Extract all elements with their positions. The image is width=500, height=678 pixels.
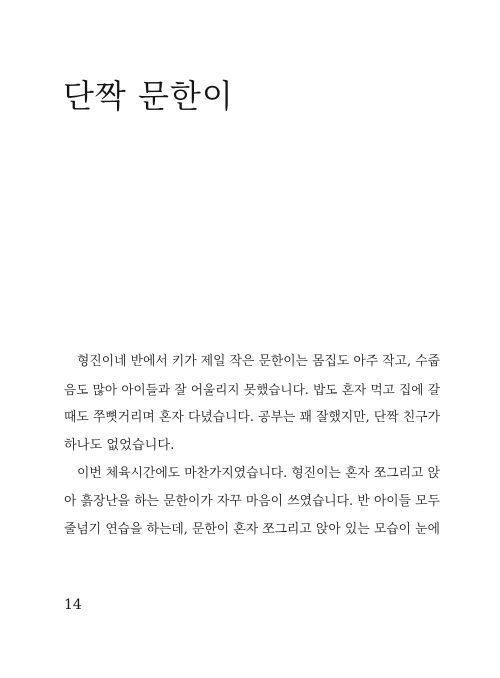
paragraph-1-line-1: 형진이네 반에서 키가 제일 작은 문한이는 몸집도 아주 작고, 수줍 <box>77 354 440 369</box>
page-number: 14 <box>64 597 82 613</box>
paragraph-1-line-4: 하나도 없었습니다. <box>64 438 175 453</box>
paragraph-2-line-2: 아 흙장난을 하는 문한이가 자꾸 마음이 쓰였습니다. 반 아이들 모두 <box>64 494 440 509</box>
paragraph-1-line-3: 때도 쭈뼛거리며 혼자 다녔습니다. 공부는 꽤 잘했지만, 단짝 친구가 <box>64 410 440 425</box>
paragraph-1-line-2: 음도 많아 아이들과 잘 어울리지 못했습니다. 밥도 혼자 먹고 집에 갈 <box>64 382 440 397</box>
body-text <box>64 348 440 544</box>
paragraph-2-line-3: 줄넘기 연습을 하는데, 문한이 혼자 쪼그리고 앉아 있는 모습이 눈에 <box>64 522 440 537</box>
chapter-title: 단짝 문한이 <box>63 77 234 115</box>
paragraph-2-line-1: 이번 체육시간에도 마찬가지였습니다. 형진이는 혼자 쪼그리고 앉 <box>77 466 440 481</box>
